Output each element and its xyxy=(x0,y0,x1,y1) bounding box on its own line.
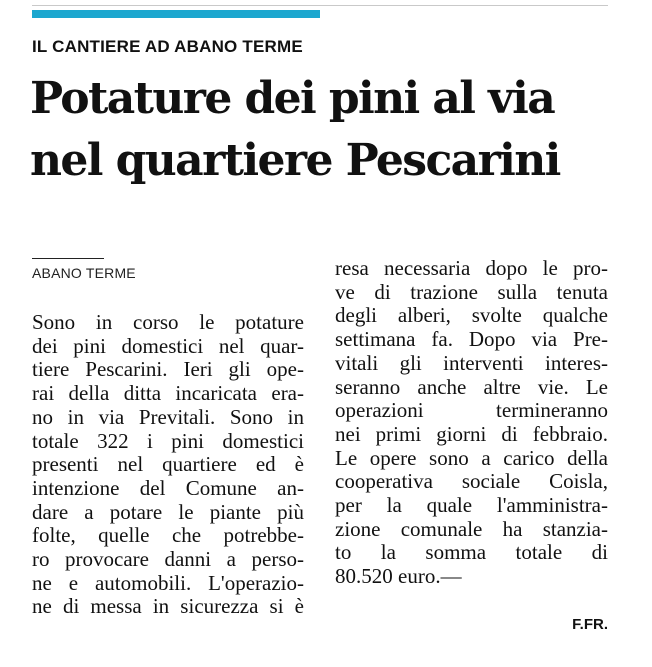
dateline: ABANO TERME xyxy=(32,265,136,281)
text-line: per la quale l'amministra- xyxy=(335,493,608,518)
text-line: totale 322 i pini domestici xyxy=(32,428,304,453)
text-line: 80.520 euro.— xyxy=(335,564,462,589)
text-line: presenti nel quartiere ed è xyxy=(32,452,304,477)
text-line: resa necessaria dopo le pro- xyxy=(335,256,608,280)
text-line: no in via Previtali. Sono in xyxy=(32,404,304,429)
text-line: ro provocare danni a perso- xyxy=(32,547,304,572)
text-line: ne e automobili. L'operazio- xyxy=(32,570,304,595)
text-line: cooperativa sociale Coisla, xyxy=(335,469,608,494)
section-accent-bar xyxy=(32,10,320,18)
text-line: degli alberi, svolte qualche xyxy=(335,303,608,328)
text-line: dei pini domestici nel quar- xyxy=(32,333,304,358)
headline-line: Potature dei pini al via xyxy=(30,73,555,124)
text-line: zione comunale ha stanzia- xyxy=(335,516,608,541)
text-line: nei primi giorni di febbraio. xyxy=(335,421,608,446)
text-line: intenzione del Comune an- xyxy=(32,475,304,500)
text-line: seranno anche altre vie. Le xyxy=(335,374,608,399)
article-column-1 xyxy=(32,311,304,619)
top-rule xyxy=(32,5,608,6)
text-line: to la somma totale di xyxy=(335,540,608,565)
text-line: tiere Pescarini. Ieri gli ope- xyxy=(32,357,304,382)
text-line: ne di messa in sicurezza si è xyxy=(32,594,304,619)
text-line: dare a potare le piante più xyxy=(32,499,304,524)
text-line: rai della ditta incaricata era- xyxy=(32,381,304,406)
text-line: folte, quelle che potrebbe- xyxy=(32,523,304,548)
text-line: ve di trazione sulla tenuta xyxy=(335,279,608,304)
text-line: vitali gli interventi interes- xyxy=(335,350,608,375)
kicker: IL CANTIERE AD ABANO TERME xyxy=(32,37,303,56)
text-line: settimana fa. Dopo via Pre- xyxy=(335,327,608,352)
headline-line: nel quartiere Pescarini xyxy=(30,135,560,186)
dateline-rule xyxy=(32,258,104,259)
text-line: operazioni termineranno xyxy=(335,398,608,423)
author-signature: F.FR. xyxy=(572,616,608,633)
text-line: Le opere sono a carico della xyxy=(335,445,608,470)
headline xyxy=(30,68,560,192)
article-column-2 xyxy=(335,257,608,589)
text-line: Sono in corso le potature xyxy=(32,310,304,334)
